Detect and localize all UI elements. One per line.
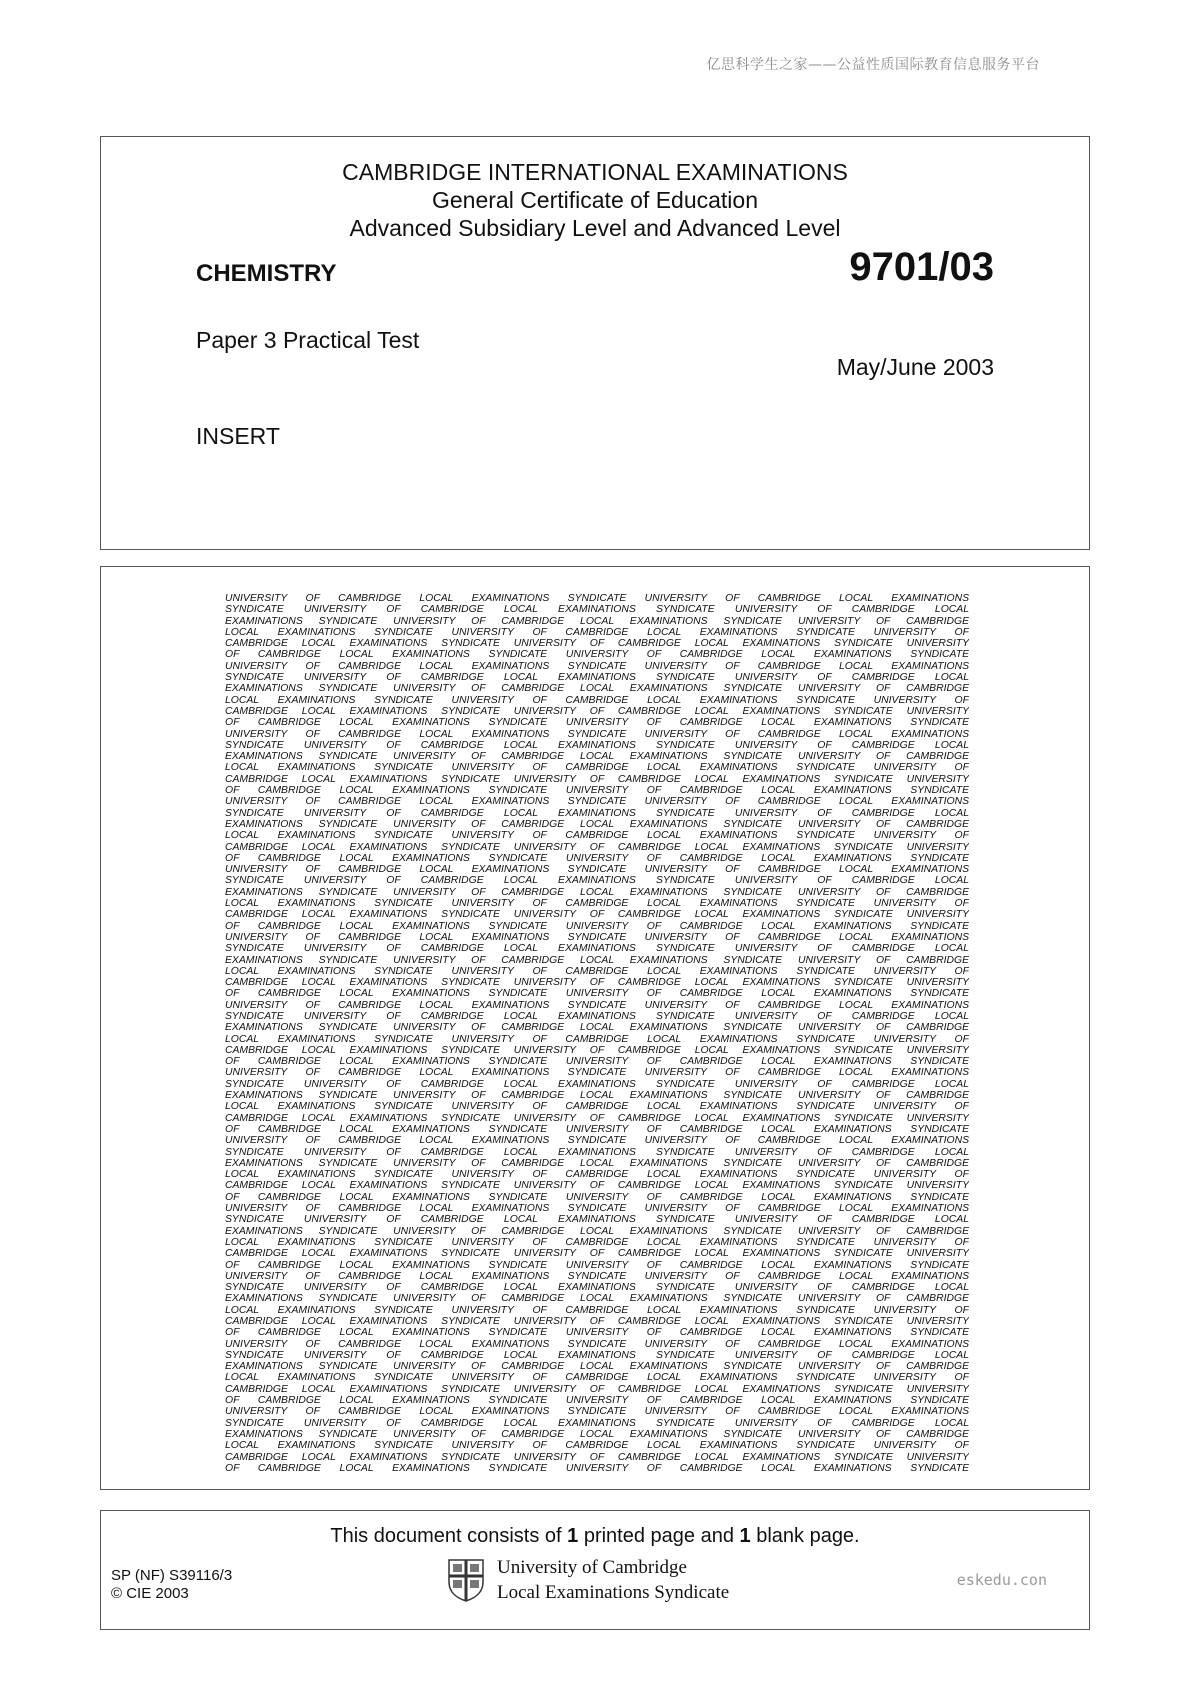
exam-header-box: [100, 136, 1090, 550]
pattern-line: OF CAMBRIDGE LOCAL EXAMINATIONS SYNDICATE UNIVERSITY OF CAMBRIDGE LOCAL EXAMINATIONS SYNDICATE: [225, 1462, 969, 1474]
pattern-line: UNIVERSITY OF CAMBRIDGE LOCAL EXAMINATIONS SYNDICATE UNIVERSITY OF CAMBRIDGE LOCAL EXAMINATIONS: [225, 1406, 969, 1418]
pattern-line: EXAMINATIONS SYNDICATE UNIVERSITY OF CAMBRIDGE LOCAL EXAMINATIONS SYNDICATE UNIVERSITY OF CAMBRIDGE: [225, 886, 969, 898]
pattern-line: LOCAL EXAMINATIONS SYNDICATE UNIVERSITY OF CAMBRIDGE LOCAL EXAMINATIONS SYNDICATE UNIVERSITY OF: [225, 1169, 969, 1181]
pattern-line: UNIVERSITY OF CAMBRIDGE LOCAL EXAMINATIONS SYNDICATE UNIVERSITY OF CAMBRIDGE LOCAL EXAMINATIONS: [225, 864, 969, 876]
pattern-line: SYNDICATE UNIVERSITY OF CAMBRIDGE LOCAL EXAMINATIONS SYNDICATE UNIVERSITY OF CAMBRIDGE LOCAL: [225, 672, 969, 684]
insert-label: INSERT: [196, 423, 280, 449]
pattern-line: OF CAMBRIDGE LOCAL EXAMINATIONS SYNDICATE UNIVERSITY OF CAMBRIDGE LOCAL EXAMINATIONS SYNDICATE: [225, 1123, 969, 1135]
pattern-line: LOCAL EXAMINATIONS SYNDICATE UNIVERSITY OF CAMBRIDGE LOCAL EXAMINATIONS SYNDICATE UNIVERSITY OF: [225, 694, 969, 706]
pattern-line: CAMBRIDGE LOCAL EXAMINATIONS SYNDICATE UNIVERSITY OF CAMBRIDGE LOCAL EXAMINATIONS SYNDICATE UNIVERSITY: [225, 1180, 969, 1192]
pattern-line: SYNDICATE UNIVERSITY OF CAMBRIDGE LOCAL EXAMINATIONS SYNDICATE UNIVERSITY OF CAMBRIDGE LOCAL: [225, 1349, 969, 1361]
pattern-line: OF CAMBRIDGE LOCAL EXAMINATIONS SYNDICATE UNIVERSITY OF CAMBRIDGE LOCAL EXAMINATIONS SYNDICATE: [225, 1191, 969, 1203]
pattern-line: LOCAL EXAMINATIONS SYNDICATE UNIVERSITY OF CAMBRIDGE LOCAL EXAMINATIONS SYNDICATE UNIVERSITY OF: [225, 1440, 969, 1452]
pattern-line: OF CAMBRIDGE LOCAL EXAMINATIONS SYNDICATE UNIVERSITY OF CAMBRIDGE LOCAL EXAMINATIONS SYNDICATE: [225, 1056, 969, 1068]
pattern-line: CAMBRIDGE LOCAL EXAMINATIONS SYNDICATE UNIVERSITY OF CAMBRIDGE LOCAL EXAMINATIONS SYNDICATE UNIVERSITY: [225, 977, 969, 989]
pattern-line: LOCAL EXAMINATIONS SYNDICATE UNIVERSITY OF CAMBRIDGE LOCAL EXAMINATIONS SYNDICATE UNIVERSITY OF: [225, 1372, 969, 1384]
pattern-line: UNIVERSITY OF CAMBRIDGE LOCAL EXAMINATIONS SYNDICATE UNIVERSITY OF CAMBRIDGE LOCAL EXAMINATIONS: [225, 593, 969, 604]
pattern-line: UNIVERSITY OF CAMBRIDGE LOCAL EXAMINATIONS SYNDICATE UNIVERSITY OF CAMBRIDGE LOCAL EXAMINATIONS: [225, 660, 969, 672]
pattern-line: LOCAL EXAMINATIONS SYNDICATE UNIVERSITY OF CAMBRIDGE LOCAL EXAMINATIONS SYNDICATE UNIVERSITY OF: [225, 1304, 969, 1316]
pattern-line: LOCAL EXAMINATIONS SYNDICATE UNIVERSITY OF CAMBRIDGE LOCAL EXAMINATIONS SYNDICATE UNIVERSITY OF: [225, 1236, 969, 1248]
organisation-title: CAMBRIDGE INTERNATIONAL EXAMINATIONS: [342, 159, 848, 185]
pattern-line: SYNDICATE UNIVERSITY OF CAMBRIDGE LOCAL EXAMINATIONS SYNDICATE UNIVERSITY OF CAMBRIDGE LOCAL: [225, 1214, 969, 1226]
pattern-line: EXAMINATIONS SYNDICATE UNIVERSITY OF CAMBRIDGE LOCAL EXAMINATIONS SYNDICATE UNIVERSITY OF CAMBRIDGE: [225, 751, 969, 763]
pattern-line: SYNDICATE UNIVERSITY OF CAMBRIDGE LOCAL EXAMINATIONS SYNDICATE UNIVERSITY OF CAMBRIDGE LOCAL: [225, 604, 969, 616]
watermark-text: eskedu.con: [956, 1571, 1047, 1589]
pattern-line: OF CAMBRIDGE LOCAL EXAMINATIONS SYNDICATE UNIVERSITY OF CAMBRIDGE LOCAL EXAMINATIONS SYNDICATE: [225, 1259, 969, 1271]
pattern-line: UNIVERSITY OF CAMBRIDGE LOCAL EXAMINATIONS SYNDICATE UNIVERSITY OF CAMBRIDGE LOCAL EXAMINATIONS: [225, 931, 969, 943]
pattern-line: EXAMINATIONS SYNDICATE UNIVERSITY OF CAMBRIDGE LOCAL EXAMINATIONS SYNDICATE UNIVERSITY OF CAMBRIDGE: [225, 1361, 969, 1373]
pattern-line: LOCAL EXAMINATIONS SYNDICATE UNIVERSITY OF CAMBRIDGE LOCAL EXAMINATIONS SYNDICATE UNIVERSITY OF: [225, 1033, 969, 1045]
site-header-text: 亿思科学生之家——公益性质国际教育信息服务平台: [706, 57, 1040, 73]
pattern-line: UNIVERSITY OF CAMBRIDGE LOCAL EXAMINATIONS SYNDICATE UNIVERSITY OF CAMBRIDGE LOCAL EXAMINATIONS: [225, 1135, 969, 1147]
pattern-line: UNIVERSITY OF CAMBRIDGE LOCAL EXAMINATIONS SYNDICATE UNIVERSITY OF CAMBRIDGE LOCAL EXAMINATIONS: [225, 1270, 969, 1282]
printed-page-count: 1: [567, 1525, 579, 1547]
pattern-line: EXAMINATIONS SYNDICATE UNIVERSITY OF CAMBRIDGE LOCAL EXAMINATIONS SYNDICATE UNIVERSITY OF CAMBRIDGE: [225, 1157, 969, 1169]
pattern-line: CAMBRIDGE LOCAL EXAMINATIONS SYNDICATE UNIVERSITY OF CAMBRIDGE LOCAL EXAMINATIONS SYNDICATE UNIVERSITY: [225, 1451, 969, 1463]
pattern-line: CAMBRIDGE LOCAL EXAMINATIONS SYNDICATE UNIVERSITY OF CAMBRIDGE LOCAL EXAMINATIONS SYNDICATE UNIVERSITY: [225, 909, 969, 921]
pattern-line: CAMBRIDGE LOCAL EXAMINATIONS SYNDICATE UNIVERSITY OF CAMBRIDGE LOCAL EXAMINATIONS SYNDICATE UNIVERSITY: [225, 841, 969, 853]
pattern-line: OF CAMBRIDGE LOCAL EXAMINATIONS SYNDICATE UNIVERSITY OF CAMBRIDGE LOCAL EXAMINATIONS SYNDICATE: [225, 988, 969, 1000]
footer-box: [100, 1510, 1090, 1630]
pattern-line: OF CAMBRIDGE LOCAL EXAMINATIONS SYNDICATE UNIVERSITY OF CAMBRIDGE LOCAL EXAMINATIONS SYNDICATE: [225, 1327, 969, 1339]
pattern-line: EXAMINATIONS SYNDICATE UNIVERSITY OF CAMBRIDGE LOCAL EXAMINATIONS SYNDICATE UNIVERSITY OF CAMBRIDGE: [225, 818, 969, 830]
pattern-line: SYNDICATE UNIVERSITY OF CAMBRIDGE LOCAL EXAMINATIONS SYNDICATE UNIVERSITY OF CAMBRIDGE LOCAL: [225, 1282, 969, 1294]
pattern-line: OF CAMBRIDGE LOCAL EXAMINATIONS SYNDICATE UNIVERSITY OF CAMBRIDGE LOCAL EXAMINATIONS SYNDICATE: [225, 785, 969, 797]
logo-line-syndicate: Local Examinations Syndicate: [497, 1582, 730, 1603]
paper-code: 9701/03: [849, 245, 994, 289]
pattern-line: EXAMINATIONS SYNDICATE UNIVERSITY OF CAMBRIDGE LOCAL EXAMINATIONS SYNDICATE UNIVERSITY OF CAMBRIDGE: [225, 1293, 969, 1305]
pattern-line: LOCAL EXAMINATIONS SYNDICATE UNIVERSITY OF CAMBRIDGE LOCAL EXAMINATIONS SYNDICATE UNIVERSITY OF: [225, 830, 969, 842]
pattern-line: CAMBRIDGE LOCAL EXAMINATIONS SYNDICATE UNIVERSITY OF CAMBRIDGE LOCAL EXAMINATIONS SYNDICATE UNIVERSITY: [225, 1248, 969, 1260]
cambridge-logo: [447, 1555, 729, 1605]
pattern-line: EXAMINATIONS SYNDICATE UNIVERSITY OF CAMBRIDGE LOCAL EXAMINATIONS SYNDICATE UNIVERSITY OF CAMBRIDGE: [225, 1090, 969, 1102]
pattern-line: UNIVERSITY OF CAMBRIDGE LOCAL EXAMINATIONS SYNDICATE UNIVERSITY OF CAMBRIDGE LOCAL EXAMINATIONS: [225, 1338, 969, 1350]
pattern-line: OF CAMBRIDGE LOCAL EXAMINATIONS SYNDICATE UNIVERSITY OF CAMBRIDGE LOCAL EXAMINATIONS SYNDICATE: [225, 852, 969, 864]
reference-block: [111, 1567, 232, 1603]
pattern-line: UNIVERSITY OF CAMBRIDGE LOCAL EXAMINATIONS SYNDICATE UNIVERSITY OF CAMBRIDGE LOCAL EXAMINATIONS: [225, 1067, 969, 1079]
pattern-line: SYNDICATE UNIVERSITY OF CAMBRIDGE LOCAL EXAMINATIONS SYNDICATE UNIVERSITY OF CAMBRIDGE LOCAL: [225, 807, 969, 819]
pattern-line: CAMBRIDGE LOCAL EXAMINATIONS SYNDICATE UNIVERSITY OF CAMBRIDGE LOCAL EXAMINATIONS SYNDICATE UNIVERSITY: [225, 1044, 969, 1056]
security-pattern-text: [225, 593, 969, 1474]
pattern-line: SYNDICATE UNIVERSITY OF CAMBRIDGE LOCAL EXAMINATIONS SYNDICATE UNIVERSITY OF CAMBRIDGE LOCAL: [225, 875, 969, 887]
paper-title: Paper 3 Practical Test: [196, 327, 420, 353]
blank-page-count: 1: [739, 1525, 751, 1547]
pattern-line: LOCAL EXAMINATIONS SYNDICATE UNIVERSITY OF CAMBRIDGE LOCAL EXAMINATIONS SYNDICATE UNIVERSITY OF: [225, 626, 969, 638]
pattern-line: SYNDICATE UNIVERSITY OF CAMBRIDGE LOCAL EXAMINATIONS SYNDICATE UNIVERSITY OF CAMBRIDGE LOCAL: [225, 1078, 969, 1090]
pattern-line: EXAMINATIONS SYNDICATE UNIVERSITY OF CAMBRIDGE LOCAL EXAMINATIONS SYNDICATE UNIVERSITY OF CAMBRIDGE: [225, 683, 969, 695]
pattern-line: LOCAL EXAMINATIONS SYNDICATE UNIVERSITY OF CAMBRIDGE LOCAL EXAMINATIONS SYNDICATE UNIVERSITY OF: [225, 762, 969, 774]
pattern-line: UNIVERSITY OF CAMBRIDGE LOCAL EXAMINATIONS SYNDICATE UNIVERSITY OF CAMBRIDGE LOCAL EXAMINATIONS: [225, 728, 969, 740]
reference-code: SP (NF) S39116/3: [111, 1567, 233, 1584]
pattern-line: CAMBRIDGE LOCAL EXAMINATIONS SYNDICATE UNIVERSITY OF CAMBRIDGE LOCAL EXAMINATIONS SYNDICATE UNIVERSITY: [225, 773, 969, 785]
pattern-line: UNIVERSITY OF CAMBRIDGE LOCAL EXAMINATIONS SYNDICATE UNIVERSITY OF CAMBRIDGE LOCAL EXAMINATIONS: [225, 999, 969, 1011]
cambridge-crest-icon: [447, 1558, 485, 1602]
pattern-line: EXAMINATIONS SYNDICATE UNIVERSITY OF CAMBRIDGE LOCAL EXAMINATIONS SYNDICATE UNIVERSITY OF CAMBRIDGE: [225, 1022, 969, 1034]
pattern-line: SYNDICATE UNIVERSITY OF CAMBRIDGE LOCAL EXAMINATIONS SYNDICATE UNIVERSITY OF CAMBRIDGE LOCAL: [225, 1146, 969, 1158]
document-info-prefix: This document consists of: [330, 1525, 568, 1547]
pattern-line: UNIVERSITY OF CAMBRIDGE LOCAL EXAMINATIONS SYNDICATE UNIVERSITY OF CAMBRIDGE LOCAL EXAMINATIONS: [225, 796, 969, 808]
pattern-line: OF CAMBRIDGE LOCAL EXAMINATIONS SYNDICATE UNIVERSITY OF CAMBRIDGE LOCAL EXAMINATIONS SYNDICATE: [225, 920, 969, 932]
pattern-line: SYNDICATE UNIVERSITY OF CAMBRIDGE LOCAL EXAMINATIONS SYNDICATE UNIVERSITY OF CAMBRIDGE LOCAL: [225, 739, 969, 751]
document-info-suffix: blank page.: [750, 1525, 860, 1547]
certificate-title: General Certificate of Education: [431, 187, 758, 213]
pattern-line: CAMBRIDGE LOCAL EXAMINATIONS SYNDICATE UNIVERSITY OF CAMBRIDGE LOCAL EXAMINATIONS SYNDICATE UNIVERSITY: [225, 1112, 969, 1124]
pattern-line: CAMBRIDGE LOCAL EXAMINATIONS SYNDICATE UNIVERSITY OF CAMBRIDGE LOCAL EXAMINATIONS SYNDICATE UNIVERSITY: [225, 1316, 969, 1327]
pattern-line: EXAMINATIONS SYNDICATE UNIVERSITY OF CAMBRIDGE LOCAL EXAMINATIONS SYNDICATE UNIVERSITY OF CAMBRIDGE: [225, 1225, 969, 1237]
pattern-line: CAMBRIDGE LOCAL EXAMINATIONS SYNDICATE UNIVERSITY OF CAMBRIDGE LOCAL EXAMINATIONS SYNDICATE UNIVERSITY: [225, 638, 969, 650]
pattern-line: EXAMINATIONS SYNDICATE UNIVERSITY OF CAMBRIDGE LOCAL EXAMINATIONS SYNDICATE UNIVERSITY OF CAMBRIDGE: [225, 1428, 969, 1440]
pattern-line: LOCAL EXAMINATIONS SYNDICATE UNIVERSITY OF CAMBRIDGE LOCAL EXAMINATIONS SYNDICATE UNIVERSITY OF: [225, 965, 969, 977]
document-info: [101, 1525, 1089, 1548]
pattern-line: LOCAL EXAMINATIONS SYNDICATE UNIVERSITY OF CAMBRIDGE LOCAL EXAMINATIONS SYNDICATE UNIVERSITY OF: [225, 1101, 969, 1113]
exam-session: May/June 2003: [836, 354, 994, 380]
pattern-line: OF CAMBRIDGE LOCAL EXAMINATIONS SYNDICATE UNIVERSITY OF CAMBRIDGE LOCAL EXAMINATIONS SYNDICATE: [225, 1395, 969, 1407]
document-info-middle: printed page and: [578, 1525, 740, 1547]
pattern-line: LOCAL EXAMINATIONS SYNDICATE UNIVERSITY OF CAMBRIDGE LOCAL EXAMINATIONS SYNDICATE UNIVERSITY OF: [225, 898, 969, 910]
level-title: Advanced Subsidiary Level and Advanced Level: [349, 215, 841, 241]
pattern-line: OF CAMBRIDGE LOCAL EXAMINATIONS SYNDICATE UNIVERSITY OF CAMBRIDGE LOCAL EXAMINATIONS SYNDICATE: [225, 649, 969, 661]
pattern-line: CAMBRIDGE LOCAL EXAMINATIONS SYNDICATE UNIVERSITY OF CAMBRIDGE LOCAL EXAMINATIONS SYNDICATE UNIVERSITY: [225, 705, 969, 717]
logo-line-university: University of Cambridge: [497, 1557, 687, 1578]
security-pattern-box: [100, 566, 1090, 1490]
copyright-notice: © CIE 2003: [111, 1585, 189, 1602]
pattern-line: UNIVERSITY OF CAMBRIDGE LOCAL EXAMINATIONS SYNDICATE UNIVERSITY OF CAMBRIDGE LOCAL EXAMINATIONS: [225, 1203, 969, 1215]
subject-title: CHEMISTRY: [196, 260, 337, 287]
pattern-line: SYNDICATE UNIVERSITY OF CAMBRIDGE LOCAL EXAMINATIONS SYNDICATE UNIVERSITY OF CAMBRIDGE LOCAL: [225, 1010, 969, 1022]
pattern-line: OF CAMBRIDGE LOCAL EXAMINATIONS SYNDICATE UNIVERSITY OF CAMBRIDGE LOCAL EXAMINATIONS SYNDICATE: [225, 717, 969, 729]
pattern-line: EXAMINATIONS SYNDICATE UNIVERSITY OF CAMBRIDGE LOCAL EXAMINATIONS SYNDICATE UNIVERSITY OF CAMBRIDGE: [225, 615, 969, 627]
pattern-line: SYNDICATE UNIVERSITY OF CAMBRIDGE LOCAL EXAMINATIONS SYNDICATE UNIVERSITY OF CAMBRIDGE LOCAL: [225, 1417, 969, 1429]
pattern-line: SYNDICATE UNIVERSITY OF CAMBRIDGE LOCAL EXAMINATIONS SYNDICATE UNIVERSITY OF CAMBRIDGE LOCAL: [225, 943, 969, 955]
pattern-line: CAMBRIDGE LOCAL EXAMINATIONS SYNDICATE UNIVERSITY OF CAMBRIDGE LOCAL EXAMINATIONS SYNDICATE UNIVERSITY: [225, 1383, 969, 1395]
pattern-line: EXAMINATIONS SYNDICATE UNIVERSITY OF CAMBRIDGE LOCAL EXAMINATIONS SYNDICATE UNIVERSITY OF CAMBRIDGE: [225, 954, 969, 966]
